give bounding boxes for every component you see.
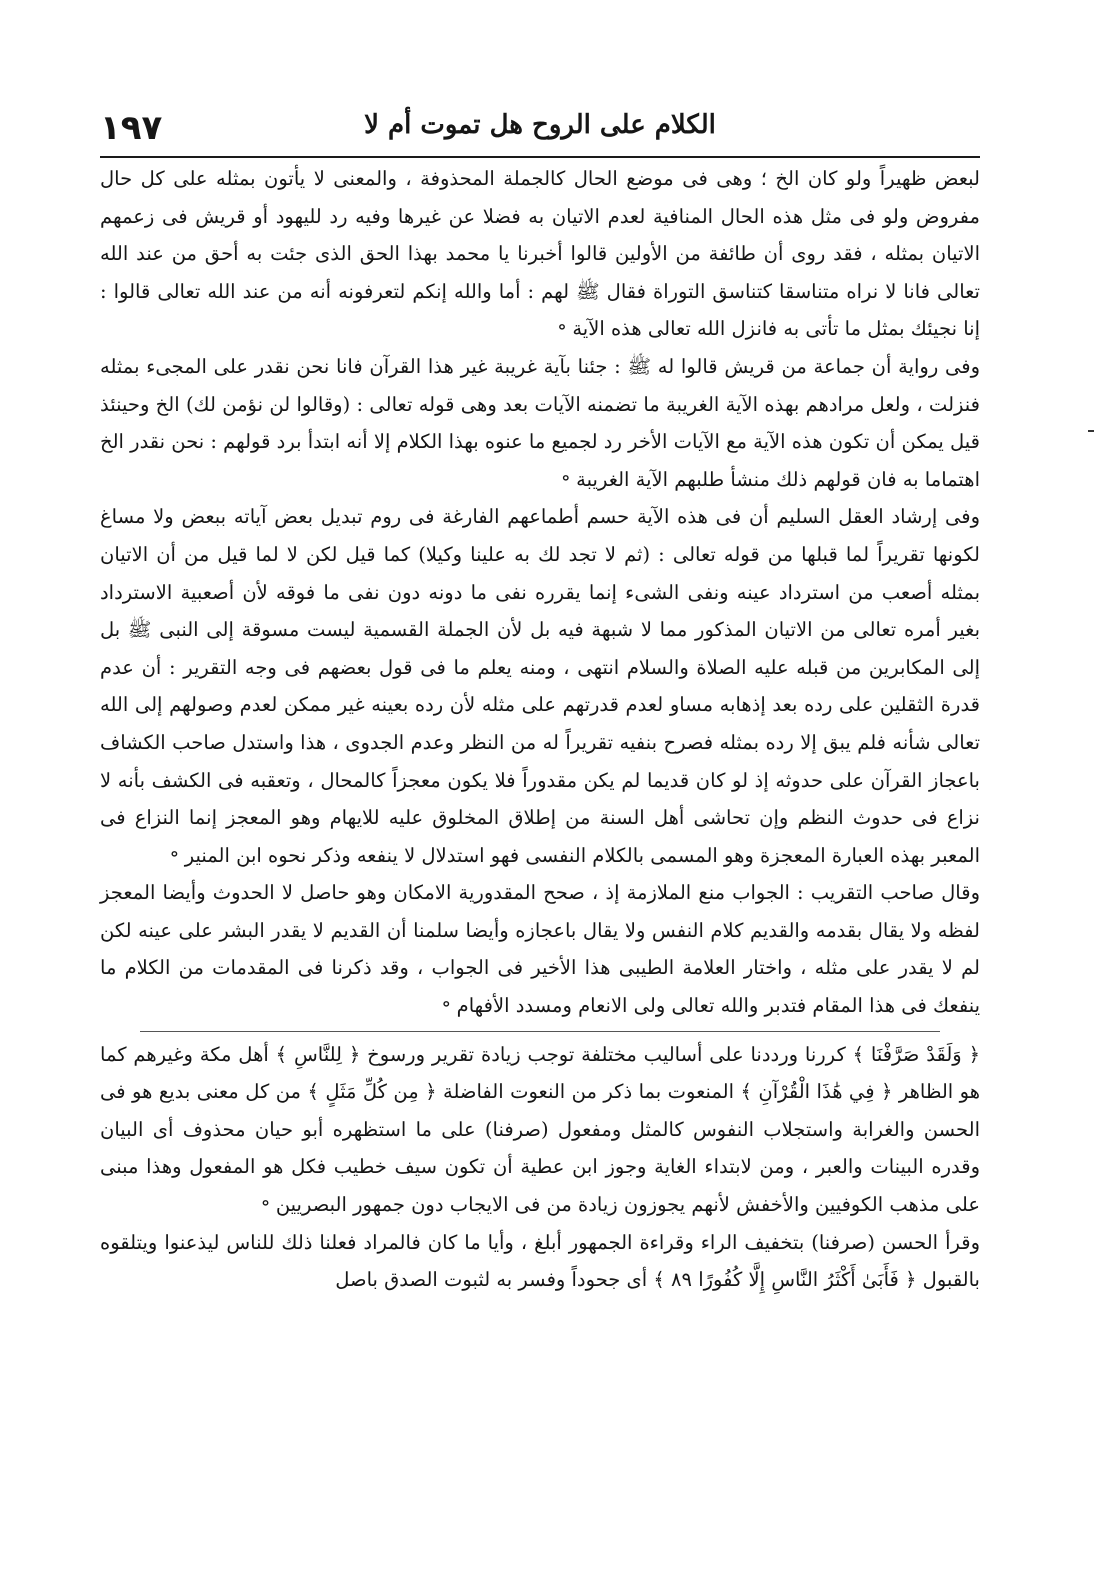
section-divider [140, 1031, 940, 1032]
paragraph-4: وقال صاحب التقريب : الجواب منع الملازمة إذ ، صحح المقدورية الامكان وهو حاصل لا الحدوث وأيضا المعجز لفظه ولا يقال بقدمه والقديم كلام النفس ولا يقال باعجازه وأيضا سلمنا أن القديم لا يقدر البشر على عينه لكن لم لا يقدر على مثله ، واختار العلامة الطيبى هذا الأخير فى الجواب ، وقد ذكرنا فى المقدمات من الكلام ما ينفعك فى هذا المقام فتدبر والله تعالى ولى الانعام ومسدد الأفهام ॰ [100, 881, 980, 1018]
page-header [100, 108, 980, 154]
header-rule [100, 156, 980, 158]
page-number: ١٩٧ [100, 108, 163, 148]
paragraph-6: وقرأ الحسن (صرفنا) بتخفيف الراء وقراءة الجمهور أبلغ ، وأيا ما كان فالمراد فعلنا ذلك للناس ليذعنوا ويتلقوه بالقبول ﴿ فَأَبَىٰ أَكْثَرُ النَّاسِ إِلَّا كُفُورًا ٨٩ ﴾ أى جحوداً وفسر به لثبوت الصدق باصل [100, 1230, 980, 1292]
paragraph-3: وفى إرشاد العقل السليم أن فى هذه الآية حسم أطماعهم الفارغة فى روم تبديل بعض آياته ببعض ولا مساغ لكونها تقريراً لما قبلها من قوله تعالى : (ثم لا تجد لك به علينا وكيلا) كما قيل لكن لا لما قيل من أن الاتيان بمثله أصعب من استرداد عينه ونفى الشىء إنما يقرره نفى ما دونه دون نفى ما فوقه لأن أصعبية الاسترداد بغير أمره تعالى من الاتيان المذكور مما لا شبهة فيه بل لأن الجملة القسمية ليست مسوقة إلى النبى ﷺ بل إلى المكابرين من قبله عليه الصلاة والسلام انتهى ، ومنه يعلم ما فى قول بعضهم فى وجه التقرير : أن عدم قدرة الثقلين على رده بعد إذهابه مساو لعدم قدرتهم على مثله لأن رده بعينه غير ممكن لعدم وصولهم إلى الله تعالى شأنه فلم يبق إلا رده بمثله فصرح بنفيه تقريراً له من النظر وعدم الجدوى ، هذا واستدل صاحب الكشاف باعجاز القرآن على حدوثه إذ لو كان قديما لم يكن مقدوراً فلا يكون معجزاً كالمحال ، وتعقبه فى الكشف بأنه لا نزاع فى حدوث النظم وإن تحاشى أهل السنة من إطلاق المخلوق عليه للايهام وهو المعجز إنما النزاع فى المعبر بهذه العبارة المعجزة وهو المسمى بالكلام النفسى فهو استدلال لا ينفعه وذكر نحوه ابن المنير ॰ [100, 505, 980, 867]
margin-mark [1088, 430, 1094, 432]
paragraph-2: وفى رواية أن جماعة من قريش قالوا له ﷺ : جئنا بآية غريبة غير هذا القرآن فانا نحن نقدر على المجىء بمثله فنزلت ، ولعل مرادهم بهذه الآية الغريبة ما تضمنه الآيات بعد وهى قوله تعالى : (وقالوا لن نؤمن لك) الخ وحينئذ قيل يمكن أن تكون هذه الآية مع الآيات الأخر رد لجميع ما عنوه بهذا الكلام إلا أنه ابتدأ برد قولهم : نحن نقدر الخ اهتماما به فان قولهم ذلك منشأ طلبهم الآية الغريبة ॰ [100, 354, 980, 491]
paragraph-1: لبعض ظهيراً ولو كان الخ ؛ وهى فى موضع الحال كالجملة المحذوفة ، والمعنى لا يأتون بمثله على كل حال مفروض ولو فى مثل هذه الحال المنافية لعدم الاتيان به فضلا عن غيرها وفيه رد لليهود أو قريش فى زعمهم الاتيان بمثله ، فقد روى أن طائفة من الأولين قالوا أخبرنا يا محمد بهذا الحق الذى جئت به أحق من عند الله تعالى فانا لا نراه متناسقا كتناسق التوراة فقال ﷺ لهم : أما والله إنكم لتعرفونه أنه من عند الله تعالى قالوا : إنا نجيئك بمثل ما تأتى به فانزل الله تعالى هذه الآية ॰ [100, 167, 980, 341]
running-title: الكلام على الروح هل تموت أم لا [364, 110, 716, 140]
paragraph-5: ﴿ وَلَقَدْ صَرَّفْنَا ﴾ كررنا ورددنا على أساليب مختلفة توجب زيادة تقرير ورسوخ ﴿ لِلنَّاسِ ﴾ أهل مكة وغيرهم كما هو الظاهر ﴿ فِي هَٰذَا الْقُرْآنِ ﴾ المنعوت بما ذكر من النعوت الفاضلة ﴿ مِن كُلِّ مَثَلٍ ﴾ من كل معنى بديع هو فى الحسن والغرابة واستجلاب النفوس كالمثل ومفعول (صرفنا) على ما استظهره أبو حيان محذوف أى البيان وقدره البينات والعبر ، ومن لابتداء الغاية وجوز ابن عطية أن تكون سيف خطيب فكل هو المفعول وهذا مبنى على مذهب الكوفيين والأخفش لأنهم يجوزون زيادة من فى الايجاب دون جمهور البصريين ॰ [100, 1042, 981, 1217]
page-body [100, 160, 980, 1299]
